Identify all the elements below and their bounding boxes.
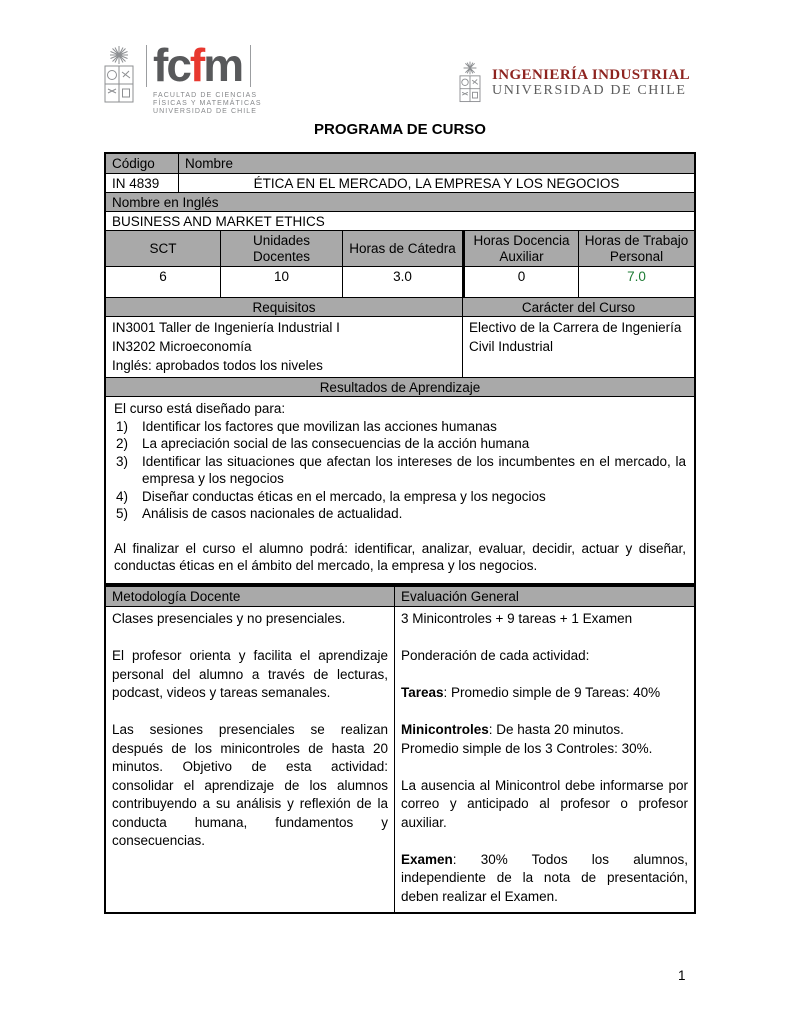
fcfm-word-fc: fc: [153, 39, 190, 91]
methodology-evaluation-table: [104, 585, 696, 914]
evaluacion-block: [401, 740, 688, 759]
table-row-nombre-ingles-value: [106, 211, 694, 230]
evaluacion-block: [401, 851, 688, 907]
block-text: Promedio simple de los 3 Controles: 30%.: [401, 740, 653, 756]
fcfm-word-f-red: f: [189, 39, 204, 91]
table-row-credits-header: [106, 230, 694, 266]
fcfm-logo-text: [146, 39, 262, 116]
item-text: Identificar los factores que movilizan las acciones humanas: [142, 418, 497, 434]
caracter-value-cell: Electivo de la Carrera de Ingeniería Civil Industrial: [462, 317, 694, 377]
requisito-line: IN3202 Microeconomía: [112, 339, 252, 354]
requisito-line: Inglés: aprobados todos los niveles: [112, 358, 323, 373]
industrial-logo-line1: INGENIERÍA INDUSTRIAL: [492, 67, 691, 83]
table-row-codigo-value: [106, 173, 694, 192]
evaluacion-header-cell: Evaluación General: [394, 587, 694, 606]
credits-header-horas-catedra: Horas de Cátedra: [342, 231, 462, 266]
credits-value-horas-catedra: 3.0: [342, 267, 462, 297]
block-text: 3 Minicontroles + 9 tareas + 1 Examen: [401, 611, 633, 626]
table-row-methodology-header: [106, 587, 694, 606]
nombre-header-cell: Nombre: [178, 154, 694, 173]
table-row-resultados-body: [106, 396, 694, 583]
page-title: PROGRAMA DE CURSO: [314, 121, 486, 138]
industrial-logo-text: [492, 67, 690, 99]
evaluacion-block: [401, 647, 688, 666]
evaluacion-block: [401, 721, 688, 740]
resultados-final-paragraph: Al finalizar el curso el alumno podrá: identificar, analizar, evaluar, decidir, actuar y diseñar, conductas éticas en el ámbito del mercado, la empresa y los negocios.: [114, 540, 686, 573]
block-text: : De hasta 20 minutos.: [488, 722, 624, 737]
requisitos-value-cell: [106, 317, 462, 377]
item-number: 3): [116, 453, 129, 469]
resultados-item: [114, 488, 686, 506]
resultados-item: [114, 453, 686, 488]
credits-value-horas-docencia-auxiliar: 0: [462, 267, 578, 297]
block-bold-lead: Tareas: [401, 685, 444, 700]
block-text: : 30% Todos los alumnos, independiente de la nota de presentación, deben realizar el Examen.: [401, 851, 688, 904]
resultados-header-cell: Resultados de Aprendizaje: [106, 378, 694, 396]
evaluacion-body-cell: [394, 607, 694, 912]
table-row-codigo-header: [106, 154, 694, 173]
resultados-body-cell: [106, 397, 694, 583]
nombre-value-cell: ÉTICA EN EL MERCADO, LA EMPRESA Y LOS NEGOCIOS: [178, 174, 694, 192]
item-number: 5): [116, 506, 129, 521]
codigo-value-cell: IN 4839: [112, 176, 160, 191]
block-text: La ausencia al Minicontrol debe informarse por correo y anticipado al profesor o profesor auxiliar.: [401, 777, 688, 830]
item-number: 4): [116, 488, 129, 504]
fcfm-caption: [146, 92, 262, 116]
credits-value-horas-trabajo-personal: 7.0: [578, 267, 694, 297]
item-text: La apreciación social de las consecuencias de la acción humana: [142, 436, 530, 451]
caracter-header-cell: Carácter del Curso: [462, 298, 694, 316]
fcfm-caption-line2: FÍSICAS Y MATEMÁTICAS: [153, 100, 262, 107]
resultados-item: [114, 435, 686, 453]
table-row-requisitos-value: [106, 316, 694, 377]
credits-header-horas-docencia-auxiliar: Horas Docencia Auxiliar: [462, 231, 578, 266]
uchile-shield-icon: [455, 58, 485, 108]
metodologia-paragraph: El profesor orienta y facilita el aprendizaje personal del alumno a través de lecturas, podcast, videos y tareas semanales.: [112, 648, 388, 700]
nombre-ingles-value-cell: BUSINESS AND MARKET ETHICS: [112, 214, 325, 229]
credits-header-sct: SCT: [106, 231, 220, 266]
fcfm-caption-line1: FACULTAD DE CIENCIAS: [153, 92, 258, 99]
evaluacion-block: [401, 684, 688, 703]
fcfm-wordmark: [146, 39, 251, 91]
credits-header-horas-trabajo-personal: Horas de Trabajo Personal: [578, 231, 694, 266]
metodologia-paragraph: Clases presenciales y no presenciales.: [112, 611, 346, 626]
page-number: 1: [678, 968, 686, 983]
nombre-ingles-header-cell: Nombre en Inglés: [106, 193, 694, 211]
item-number: 2): [116, 436, 129, 451]
table-row-nombre-ingles-header: [106, 192, 694, 211]
evaluacion-block: [401, 777, 688, 833]
table-row-requisitos-header: [106, 297, 694, 316]
resultados-item: [114, 505, 686, 523]
table-row-resultados-header: [106, 377, 694, 396]
uchile-shield-icon: [98, 45, 140, 107]
industrial-logo-line2: UNIVERSIDAD DE CHILE: [492, 83, 687, 98]
item-text: Análisis de casos nacionales de actualidad.: [142, 506, 403, 521]
table-row-methodology-body: [106, 606, 694, 912]
block-text: Ponderación de cada actividad:: [401, 648, 590, 663]
requisito-line: IN3001 Taller de Ingeniería Industrial I: [112, 320, 340, 335]
fcfm-logo: [98, 39, 262, 116]
block-text: : Promedio simple de 9 Tareas: 40%: [443, 685, 661, 700]
item-text: Diseñar conductas éticas en el mercado, la empresa y los negocios: [142, 488, 546, 504]
requisitos-header-cell: Requisitos: [106, 298, 462, 316]
fcfm-caption-line3: UNIVERSIDAD DE CHILE: [153, 108, 258, 115]
industrial-logo: [455, 58, 690, 108]
resultados-intro: El curso está diseñado para:: [114, 401, 286, 416]
resultados-item: [114, 418, 686, 436]
codigo-header-cell: Código: [106, 154, 178, 173]
fcfm-word-m: m: [203, 39, 243, 91]
item-text: Identificar las situaciones que afectan los intereses de los incumbentes en el mercado, la empresa y los negocios: [142, 453, 686, 486]
credits-value-sct: 6: [159, 269, 167, 284]
credits-header-unidades-docentes: Unidades Docentes: [220, 231, 342, 266]
course-info-table: [104, 152, 696, 585]
metodologia-body-cell: [106, 607, 394, 912]
table-row-credits-values: [106, 266, 694, 297]
metodologia-paragraph: Las sesiones presenciales se realizan después de los minicontroles de hasta 20 minutos. Objetivo de esta actividad: consolidar el aprendizaje de los alumnos contribuyendo a su análisis y reflexión de la conducta humana, fundamentos y consecuencias.: [112, 722, 388, 848]
item-number: 1): [116, 418, 129, 434]
block-bold-lead: Minicontroles: [401, 722, 489, 737]
credits-value-unidades-docentes: 10: [220, 267, 342, 297]
metodologia-header-cell: Metodología Docente: [106, 587, 394, 606]
block-bold-lead: Examen: [401, 851, 453, 867]
evaluacion-block: [401, 610, 688, 629]
